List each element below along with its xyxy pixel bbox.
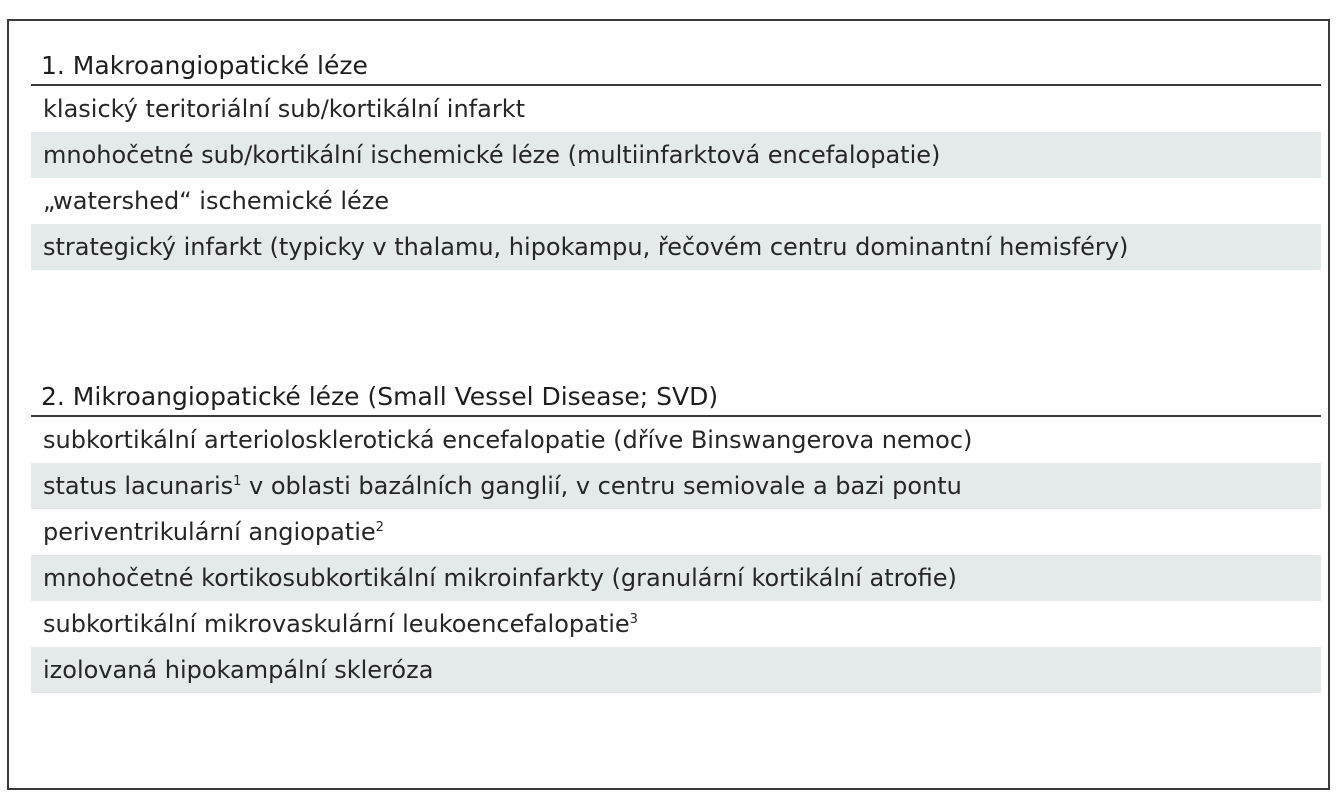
- row-text: periventrikulární angiopatie: [43, 518, 376, 546]
- row-text: strategický infarkt (typicky v thalamu, hipokampu, řečovém centru dominantní hemisféry): [43, 233, 1129, 261]
- section-title: 2. Mikroangiopatické léze (Small Vessel Disease; SVD): [31, 377, 1321, 417]
- table-row: [31, 463, 1321, 509]
- row-text: mnohočetné sub/kortikální ischemické léze (multiinfarktová encefalopatie): [43, 141, 941, 169]
- table-frame: [7, 19, 1330, 790]
- table-row: [31, 647, 1321, 693]
- row-text: klasický teritoriální sub/kortikální infarkt: [43, 95, 526, 123]
- table-row: [31, 132, 1321, 178]
- row-text-continued: v oblasti bazálních ganglií, v centru semiovale a bazi pontu: [241, 472, 962, 500]
- row-text: „watershed“ ischemické léze: [43, 187, 390, 215]
- row-text: mnohočetné kortikosubkortikální mikroinfarkty (granulární kortikální atrofie): [43, 564, 957, 592]
- footnote-marker: 1: [233, 474, 242, 489]
- table-row: [31, 178, 1321, 224]
- row-text: izolovaná hipokampální skleróza: [43, 656, 434, 684]
- row-text: subkortikální mikrovaskulární leukoencefalopatie: [43, 610, 630, 638]
- footnote-marker: 3: [629, 612, 638, 627]
- row-text: subkortikální arteriolosklerotická encefalopatie (dříve Binswangerova nemoc): [43, 426, 973, 454]
- table-row: [31, 509, 1321, 555]
- section-microangiopathic: [31, 377, 1321, 693]
- row-text: status lacunaris: [43, 472, 234, 500]
- section-title: 1. Makroangiopatické léze: [31, 46, 1321, 86]
- table-row: [31, 417, 1321, 463]
- table-row: [31, 555, 1321, 601]
- table-row: [31, 86, 1321, 132]
- table-row: [31, 601, 1321, 647]
- table-row: [31, 224, 1321, 270]
- footnote-marker: 2: [375, 520, 384, 535]
- section-macroangiopathic: [31, 46, 1321, 270]
